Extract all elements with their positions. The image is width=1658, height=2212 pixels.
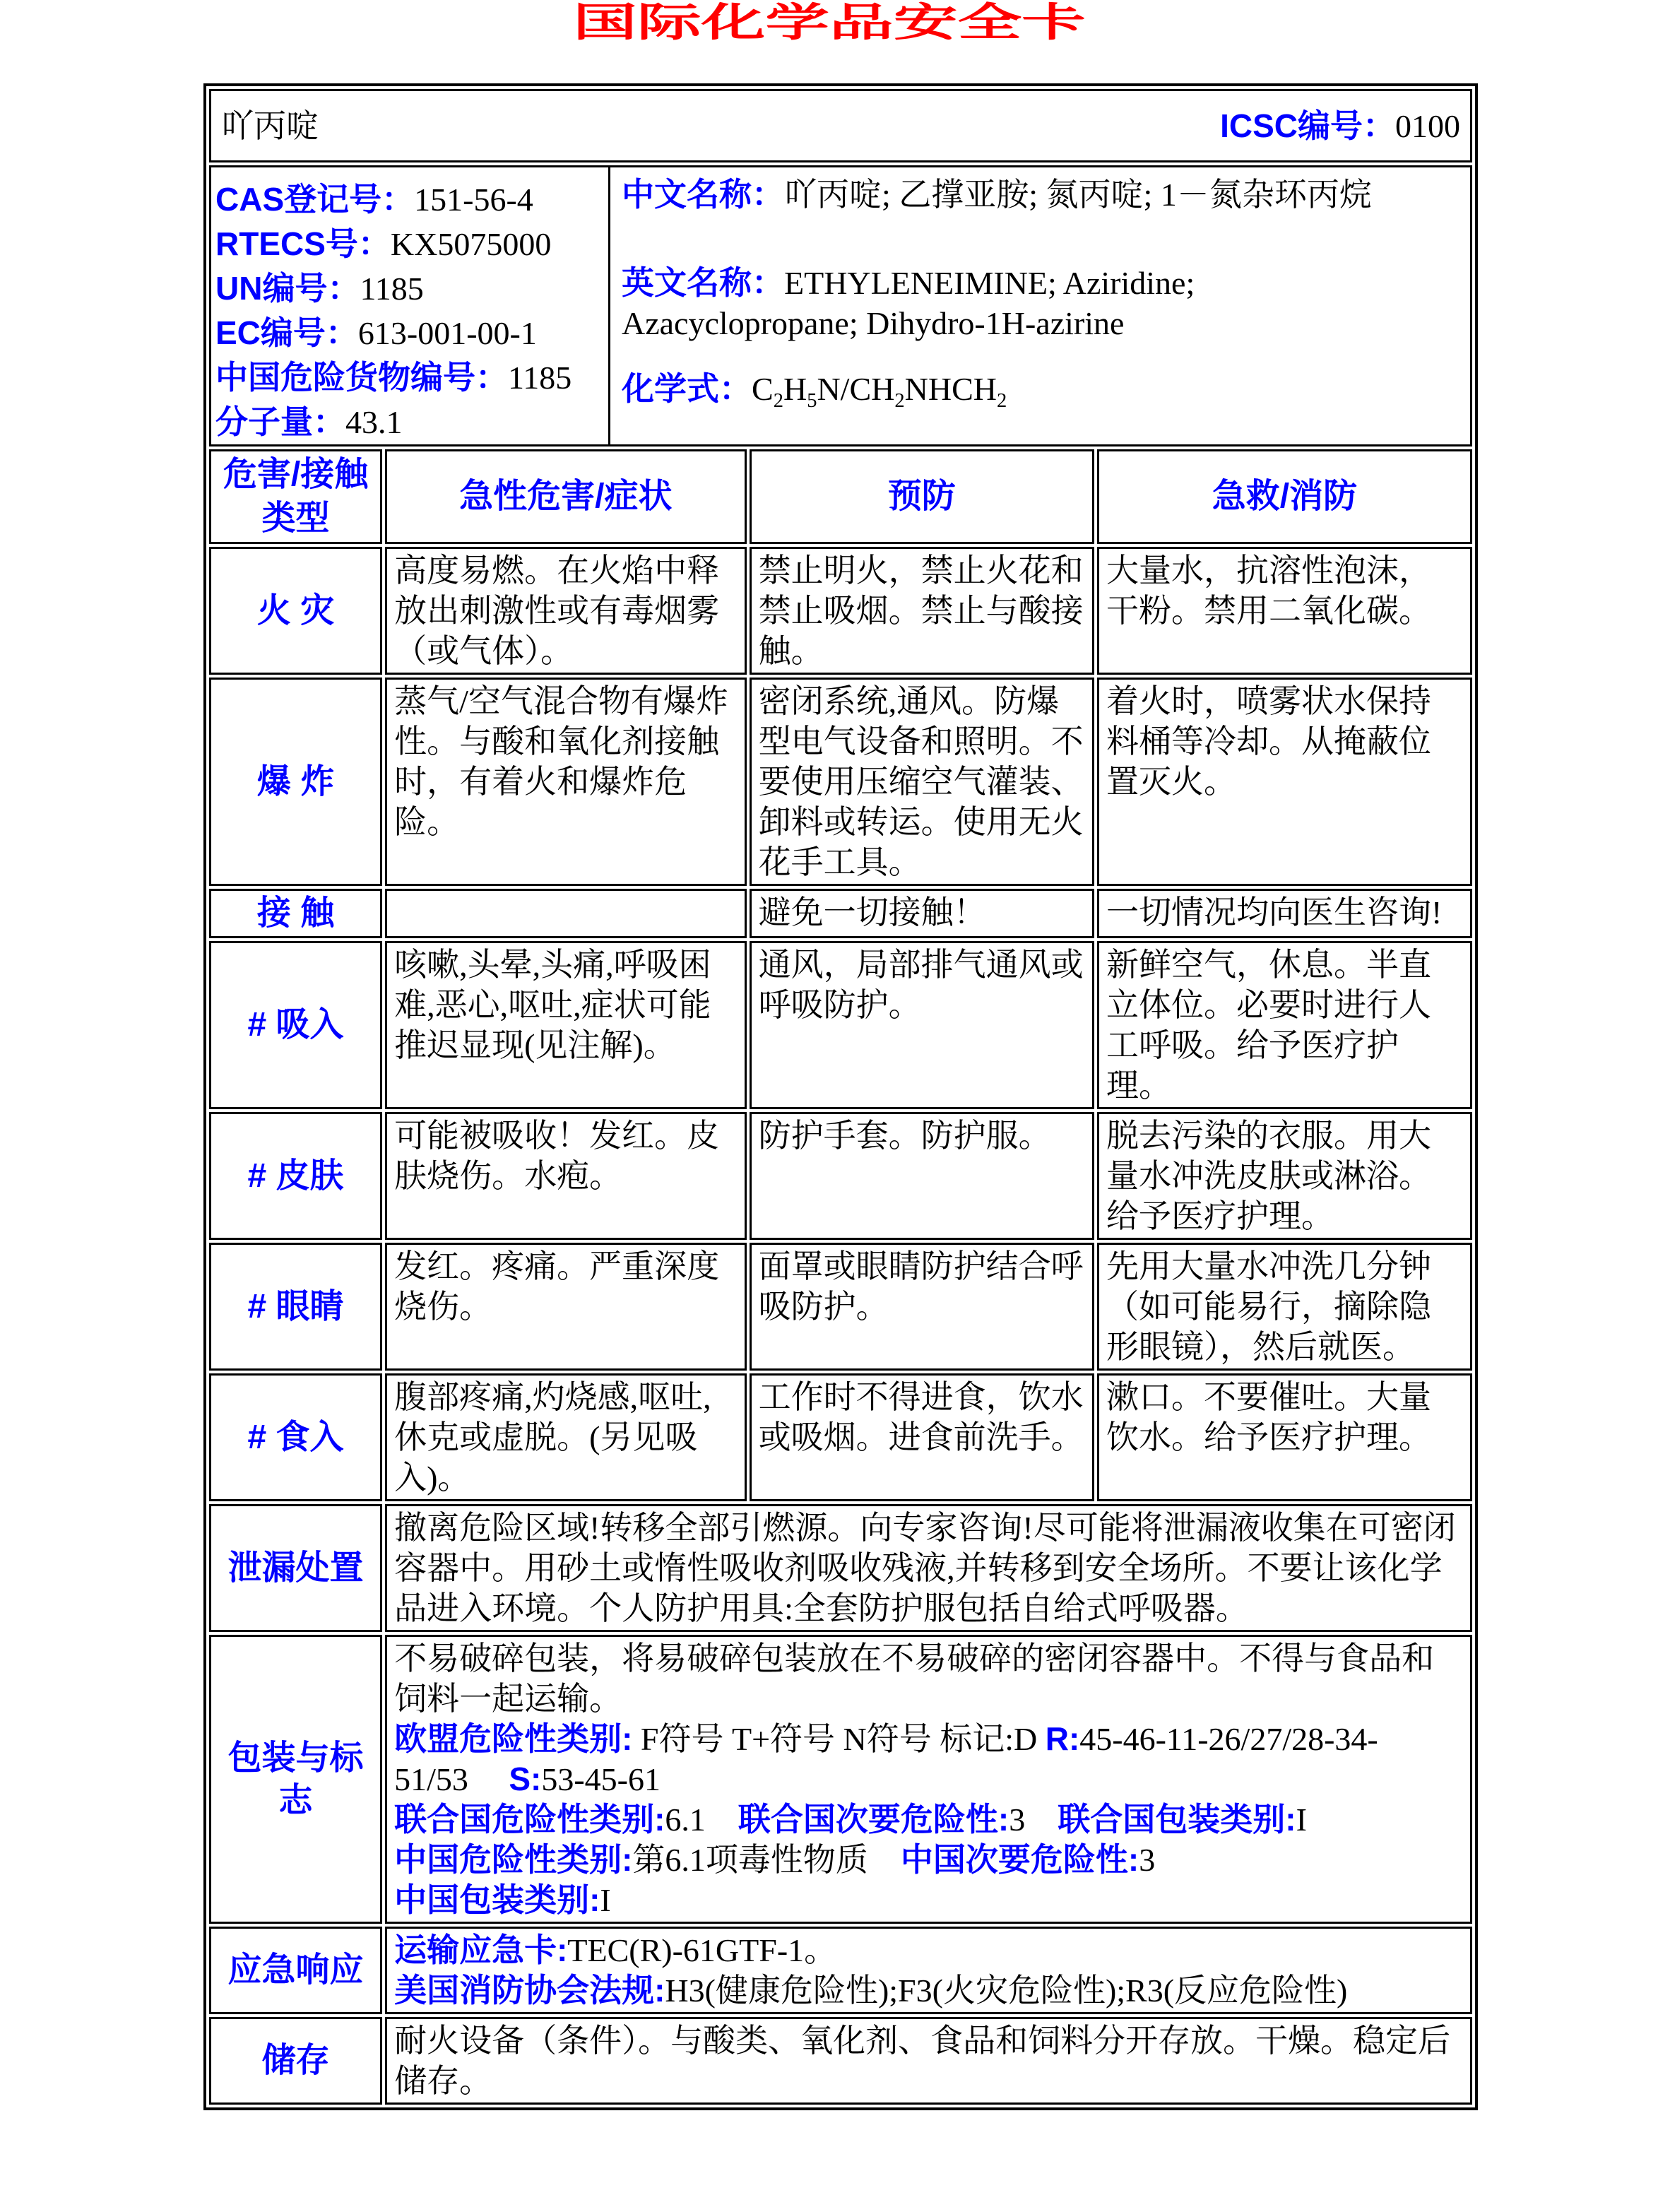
header-band (209, 89, 1472, 162)
contact-symptom (385, 889, 746, 938)
inhalation-firstaid: 新鲜空气，休息。半直立体位。必要时进行人工呼吸。给予医疗护理。 (1097, 941, 1472, 1109)
eyes-prevention: 面罩或眼睛防护结合呼吸防护。 (750, 1243, 1094, 1371)
english-names: 英文名称：ETHYLENEIMINE; Aziridine; Azacyclopropane; Dihydro-1H-azirine (622, 264, 1195, 341)
emergency-line-tec: 运输应急卡:TEC(R)-61GTF-1。 (394, 1932, 837, 1968)
icsc-number-label: ICSC编号： (1220, 107, 1395, 144)
chinese-names: 中文名称：吖丙啶; 乙撑亚胺; 氮丙啶; 1－氮杂环丙烷 (622, 176, 1372, 213)
packaging-line-china: 中国危险性类别:第6.1项毒性物质 中国次要危险性:3 (394, 1841, 1156, 1878)
column-header-symptom: 急性危害/症状 (385, 449, 746, 544)
eyes-firstaid: 先用大量水冲洗几分钟（如可能易行，摘除隐形眼镜），然后就医。 (1097, 1243, 1472, 1371)
row-label-explosion: 爆 炸 (209, 678, 382, 886)
table-header-row (209, 449, 1472, 544)
icsc-number-value: 0100 (1395, 107, 1460, 144)
china-dg-number: 中国危险货物编号：1185 (215, 359, 572, 396)
row-contact (209, 889, 1472, 938)
chemical-formula: $C_2H_5N/CH_2NHCH_2$ (752, 371, 1007, 413)
packaging-line-general: 不易破碎包装，将易破碎包装放在不易破碎的密闭容器中。不得与食品和饲料一起运输。 (394, 1640, 1435, 1717)
inhalation-prevention: 通风，局部排气通风或呼吸防护。 (750, 941, 1094, 1109)
icsc-number (1220, 106, 1460, 146)
page-title (0, 1, 1658, 44)
packaging-line-eu: 欧盟危险性类别: F符号 T+符号 N符号 标记:D R:45-46-11-26/27/28-34-51/53 S:53-45-61 (394, 1720, 1378, 1797)
row-label-fire: 火 灾 (209, 547, 382, 675)
ingestion-symptom: 腹部疼痛,灼烧感,呕吐,休克或虚脱。(另见吸入)。 (385, 1373, 746, 1501)
row-label-inhalation: # 吸入 (209, 941, 382, 1109)
row-storage (209, 2017, 1472, 2105)
inhalation-symptom: 咳嗽,头晕,头痛,呼吸困难,恶心,呕吐,症状可能推迟显现(见注解)。 (385, 941, 746, 1109)
contact-firstaid: 一切情况均向医生咨询! (1097, 889, 1472, 938)
rtecs-number: RTECS号：KX5075000 (215, 225, 552, 262)
page-title-text: 国际化学品安全卡 (572, 0, 1086, 45)
skin-prevention: 防护手套。防护服。 (750, 1112, 1094, 1240)
emergency-line-nfpa: 美国消防协会法规:H3(健康危险性);F3(火灾危险性);R3(反应危险性) (394, 1972, 1348, 2009)
row-label-skin: # 皮肤 (209, 1112, 382, 1240)
column-header-type: 危害/接触 类型 (209, 449, 382, 544)
chemical-name: 吖丙啶 (221, 107, 319, 144)
row-label-contact: 接 触 (209, 889, 382, 938)
row-skin (209, 1112, 1472, 1240)
explosion-prevention: 密闭系统,通风。防爆型电气设备和照明。不要使用压缩空气灌装、卸料或转运。使用无火花手工具。 (750, 678, 1094, 886)
contact-prevention: 避免一切接触！ (750, 889, 1094, 938)
column-header-prevention: 预防 (750, 449, 1094, 544)
row-inhalation (209, 941, 1472, 1109)
ingestion-prevention: 工作时不得进食，饮水或吸烟。进食前洗手。 (750, 1373, 1094, 1501)
row-emergency (209, 1927, 1472, 2014)
names-section (610, 167, 1470, 444)
emergency-text (385, 1927, 1472, 2014)
fire-firstaid: 大量水，抗溶性泡沫，干粉。禁用二氧化碳。 (1097, 547, 1472, 675)
row-label-spillage: 泄漏处置 (209, 1504, 382, 1632)
identifiers-section (209, 165, 1472, 446)
row-label-packaging: 包装与标志 (209, 1635, 382, 1924)
ec-number: EC编号：613-001-00-1 (215, 314, 537, 351)
row-explosion (209, 678, 1472, 886)
cas-number: CAS登记号：151-56-4 (215, 181, 533, 218)
row-ingestion (209, 1373, 1472, 1501)
identifiers-row (209, 165, 1472, 446)
fire-symptom: 高度易燃。在火焰中释放出刺激性或有毒烟雾（或气体）。 (385, 547, 746, 675)
packaging-line-china-pack: 中国包装类别:I (394, 1881, 611, 1918)
row-label-eyes: # 眼睛 (209, 1243, 382, 1371)
skin-symptom: 可能被吸收！发红。皮肤烧伤。水疱。 (385, 1112, 746, 1240)
skin-firstaid: 脱去污染的衣服。用大量水冲洗皮肤或淋浴。给予医疗护理。 (1097, 1112, 1472, 1240)
packaging-text (385, 1635, 1472, 1924)
row-eyes (209, 1243, 1472, 1371)
molecular-weight: 分子量：43.1 (215, 403, 403, 440)
explosion-firstaid: 着火时，喷雾状水保持料桶等冷却。从掩蔽位置灭火。 (1097, 678, 1472, 886)
header-band-row (209, 89, 1472, 162)
spillage-text: 撤离危险区域!转移全部引燃源。向专家咨询!尽可能将泄漏液收集在可密闭容器中。用砂土或惰性吸收剂吸收残液,并转移到安全场所。不要让该化学品进入环境。个人防护用具:全套防护服包括自给式呼吸器。 (385, 1504, 1472, 1632)
row-label-storage: 储存 (209, 2017, 382, 2105)
un-number: UN编号：1185 (215, 270, 424, 307)
row-packaging (209, 1635, 1472, 1924)
storage-text: 耐火设备（条件）。与酸类、氧化剂、食品和饲料分开存放。干燥。稳定后储存。 (385, 2017, 1472, 2105)
row-label-emergency: 应急响应 (209, 1927, 382, 2014)
row-spillage (209, 1504, 1472, 1632)
explosion-symptom: 蒸气/空气混合物有爆炸性。与酸和氧化剂接触时，有着火和爆炸危险。 (385, 678, 746, 886)
column-header-firstaid: 急救/消防 (1097, 449, 1472, 544)
chemical-formula-line: 化学式：$C_2H_5N/CH_2NHCH_2$ (622, 370, 1007, 413)
fire-prevention: 禁止明火，禁止火花和禁止吸烟。禁止与酸接触。 (750, 547, 1094, 675)
registry-numbers (211, 167, 610, 444)
icsc-card-table (203, 83, 1478, 2110)
row-fire (209, 547, 1472, 675)
row-label-ingestion: # 食入 (209, 1373, 382, 1501)
ingestion-firstaid: 漱口。不要催吐。大量饮水。给予医疗护理。 (1097, 1373, 1472, 1501)
eyes-symptom: 发红。疼痛。严重深度烧伤。 (385, 1243, 746, 1371)
packaging-line-un: 联合国危险性类别:6.1 联合国次要危险性:3 联合国包装类别:I (394, 1801, 1307, 1838)
